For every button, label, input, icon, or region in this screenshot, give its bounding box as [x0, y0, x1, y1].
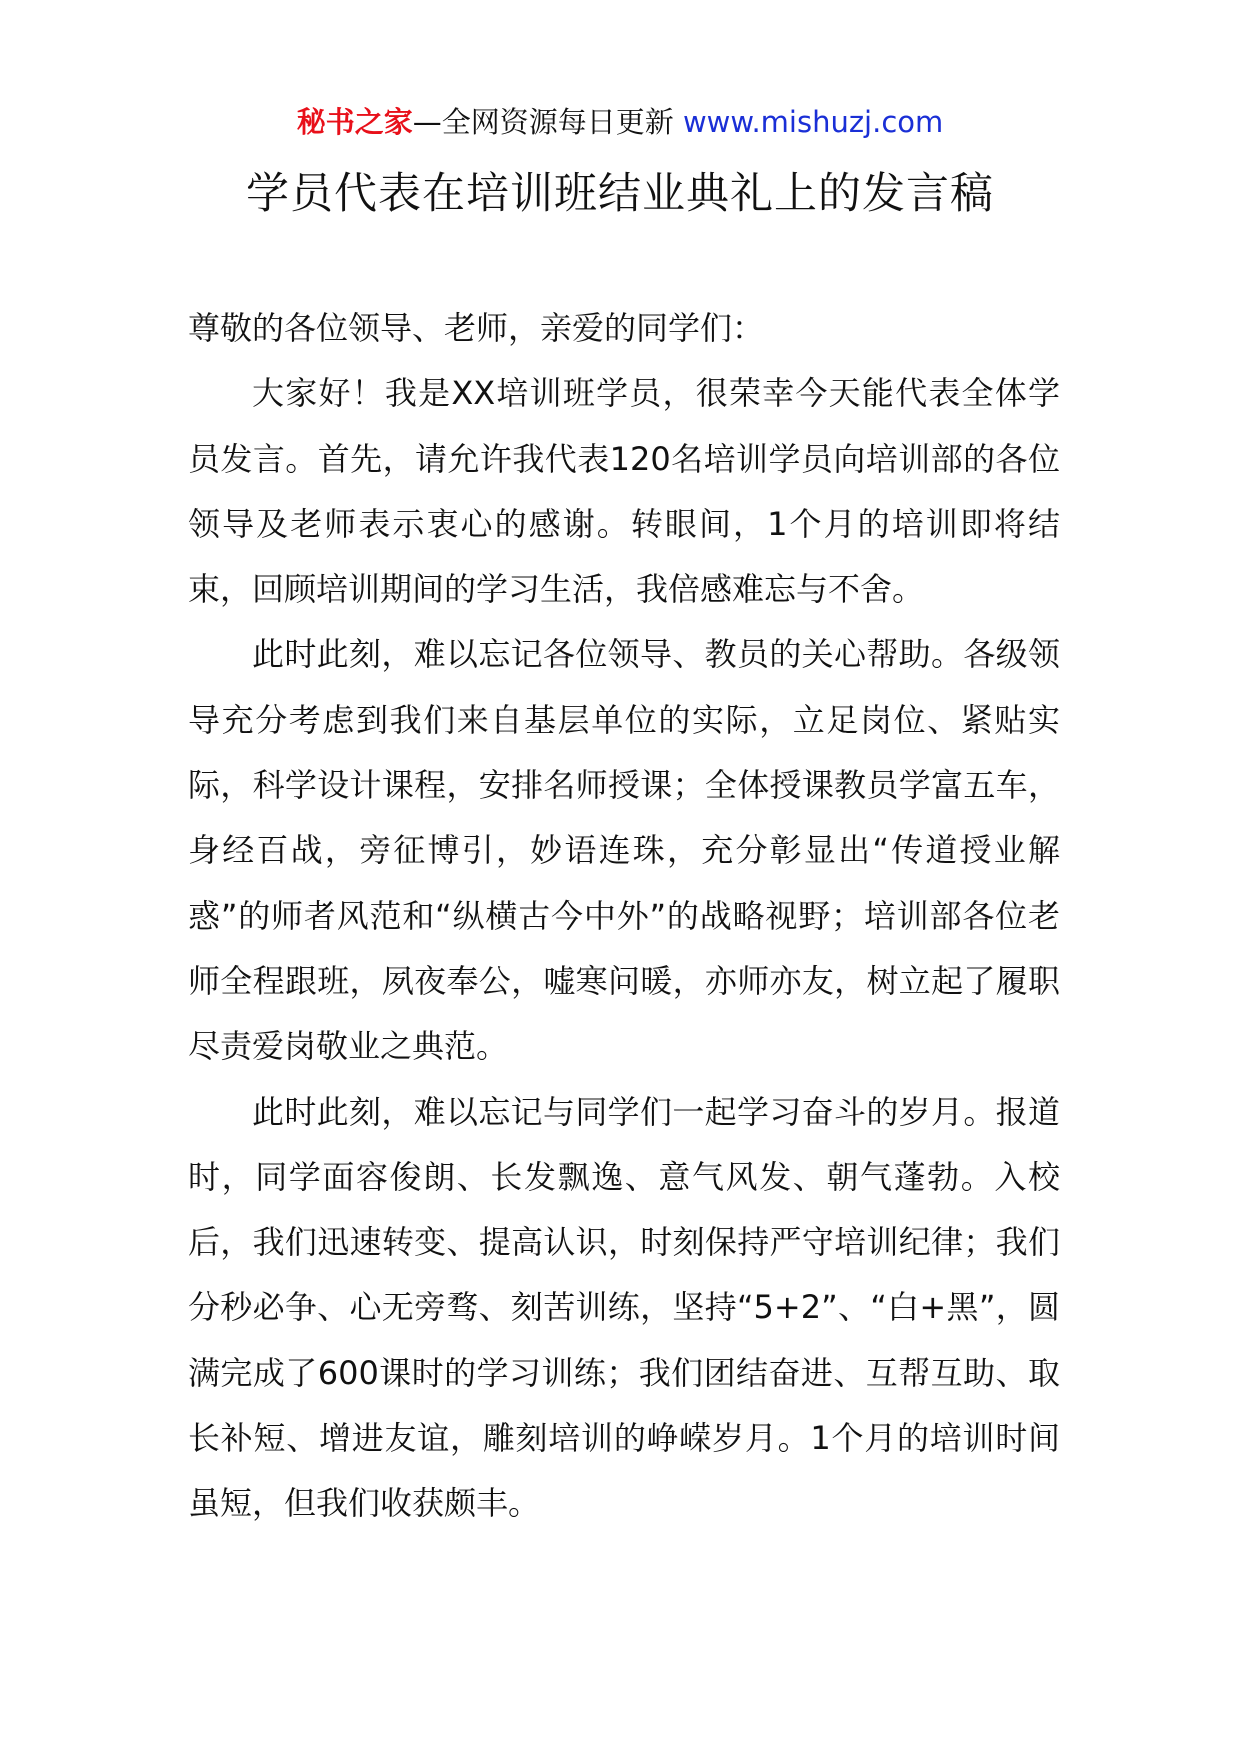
site-tagline: —全网资源每日更新: [412, 105, 683, 139]
site-brand: 秘书之家: [296, 105, 413, 139]
paragraph-1: 大家好！我是XX培训班学员，很荣幸今天能代表全体学员发言。首先，请允许我代表120名培训学员向培训部的各位领导及老师表示衷心的感谢。转眼间，1个月的培训即将结束，回顾培训期间的学习生活，我倍感难忘与不舍。: [188, 374, 1060, 609]
paragraph-2: 此时此刻，难以忘记各位领导、教员的关心帮助。各级领导充分考虑到我们来自基层单位的实际，立足岗位、紧贴实际，科学设计课程，安排名师授课；全体授课教员学富五车，身经百战，旁征博引，妙语连珠，充分彰显出“传道授业解惑”的师者风范和“纵横古今中外”的战略视野；培训部各位老师全程跟班，夙夜奉公，嘘寒问暖，亦师亦友，树立起了履职尽责爱岗敬业之典范。: [188, 635, 1060, 1066]
document-body: [188, 296, 1060, 1537]
paragraph-3: 此时此刻，难以忘记与同学们一起学习奋斗的岁月。报道时，同学面容俊朗、长发飘逸、意气风发、朝气蓬勃。入校后，我们迅速转变、提高认识，时刻保持严守培训纪律；我们分秒必争、心无旁骛、刻苦训练，坚持“5+2”、“白+黑”，圆满完成了600课时的学习训练；我们团结奋进、互帮互助、取长补短、增进友谊，雕刻培训的峥嵘岁月。1个月的培训时间虽短，但我们收获颇丰。: [188, 1092, 1060, 1523]
salutation: 尊敬的各位领导、老师，亲爱的同学们：: [188, 309, 765, 347]
site-header: [0, 102, 1240, 142]
site-url-link[interactable]: www.mishuzj.com: [682, 105, 944, 139]
document-title: 学员代表在培训班结业典礼上的发言稿: [246, 169, 994, 219]
